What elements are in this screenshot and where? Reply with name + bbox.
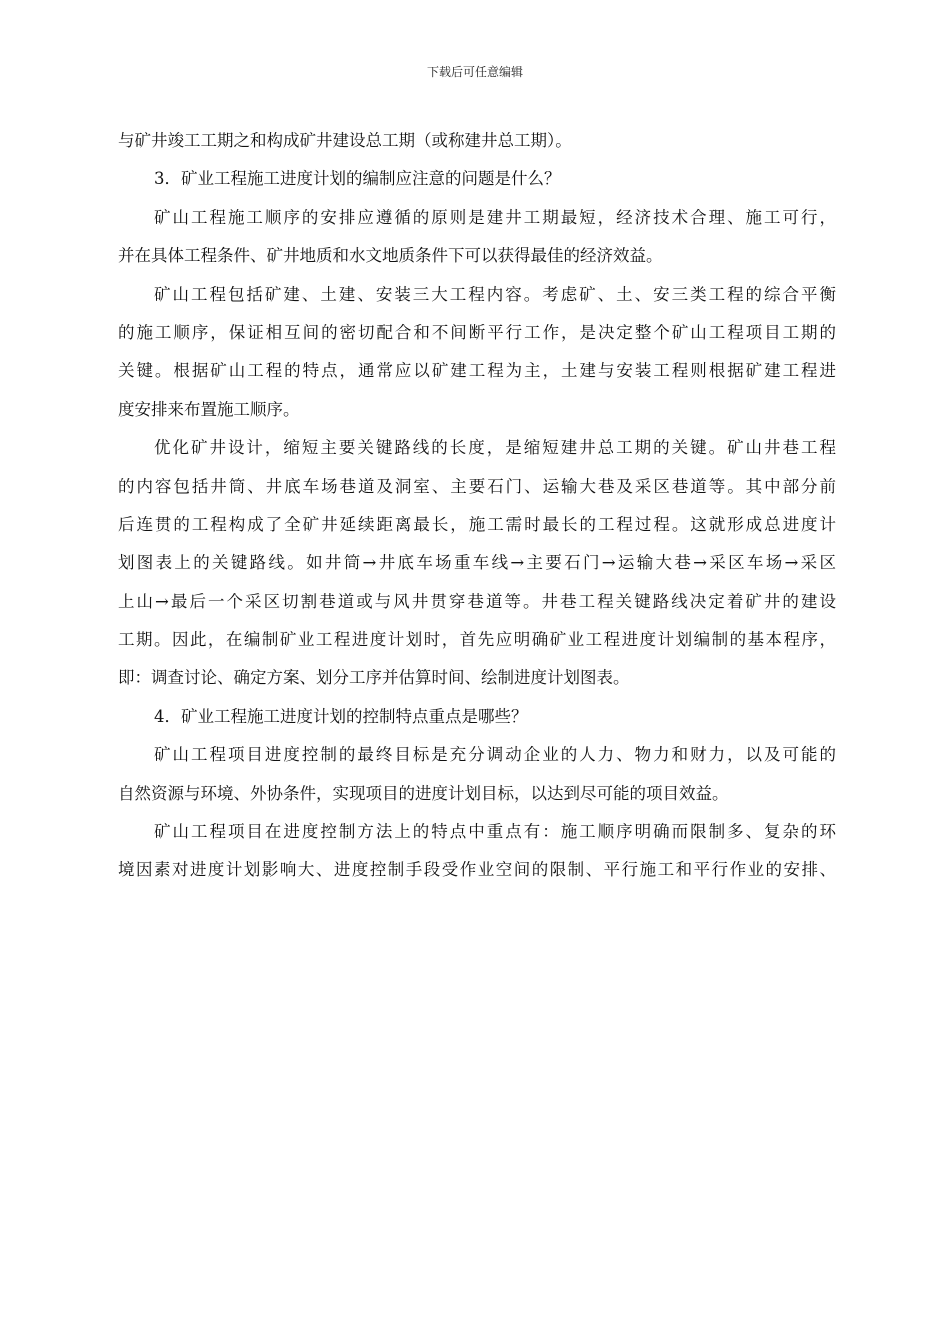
paragraph-line: 矿山工程施工顺序的安排应遵循的原则是建井工期最短，经济技术合理、施工可行， (154, 207, 836, 227)
paragraph-line: 上山→最后一个采区切割巷道或与风井贯穿巷道等。井巷工程关键路线决定着矿井的建设 (118, 591, 836, 611)
paragraph-line: 并在具体工程条件、矿井地质和水文地质条件下可以获得最佳的经济效益。 (118, 246, 663, 266)
paragraph-line: 境因素对进度计划影响大、进度控制手段受作业空间的限制、平行施工和平行作业的安排、 (118, 860, 836, 880)
paragraph-line: 矿山工程项目进度控制的最终目标是充分调动企业的人力、物力和财力，以及可能的 (154, 745, 836, 765)
section-heading: 4．矿业工程施工进度计划的控制特点重点是哪些？ (154, 706, 528, 726)
paragraph-line: 与矿井竣工工期之和构成矿井建设总工期（或称建井总工期）。 (118, 131, 572, 150)
page-header: 下载后可任意编辑 (426, 65, 523, 79)
paragraph-line: 划图表上的关键路线。如井筒→井底车场重车线→主要石门→运输大巷→采区车场→采区 (118, 553, 836, 573)
paragraph-line: 矿山工程项目在进度控制方法上的特点中重点有：施工顺序明确而限制多、复杂的环 (154, 822, 836, 842)
paragraph-line: 关键。根据矿山工程的特点，通常应以矿建工程为主，土建与安装工程则根据矿建工程进 (118, 361, 836, 381)
paragraph-line: 后连贯的工程构成了全矿井延续距离最长，施工需时最长的工程过程。这就形成总进度计 (118, 514, 836, 534)
paragraph-line: 的施工顺序，保证相互间的密切配合和不间断平行工作，是决定整个矿山工程项目工期的 (118, 322, 836, 342)
paragraph-line: 的内容包括井筒、井底车场巷道及洞室、主要石门、运输大巷及采区巷道等。其中部分前 (118, 476, 836, 496)
paragraph-line: 自然资源与环境、外协条件，实现项目的进度计划目标，以达到尽可能的项目效益。 (118, 783, 729, 803)
paragraph-line: 即：调查讨论、确定方案、划分工序并估算时间、绘制进度计划图表。 (118, 668, 630, 688)
document-body (118, 122, 836, 890)
paragraph-line: 优化矿井设计，缩短主要关键路线的长度，是缩短建井总工期的关键。矿山井巷工程 (154, 438, 836, 458)
paragraph-line: 工期。因此，在编制矿业工程进度计划时，首先应明确矿业工程进度计划编制的基本程序， (118, 630, 836, 650)
paragraph-line: 矿山工程包括矿建、土建、安装三大工程内容。考虑矿、土、安三类工程的综合平衡 (154, 284, 836, 304)
section-heading: 3．矿业工程施工进度计划的编制应注意的问题是什么？ (154, 169, 561, 189)
paragraph-line: 度安排来布置施工顺序。 (118, 399, 300, 419)
